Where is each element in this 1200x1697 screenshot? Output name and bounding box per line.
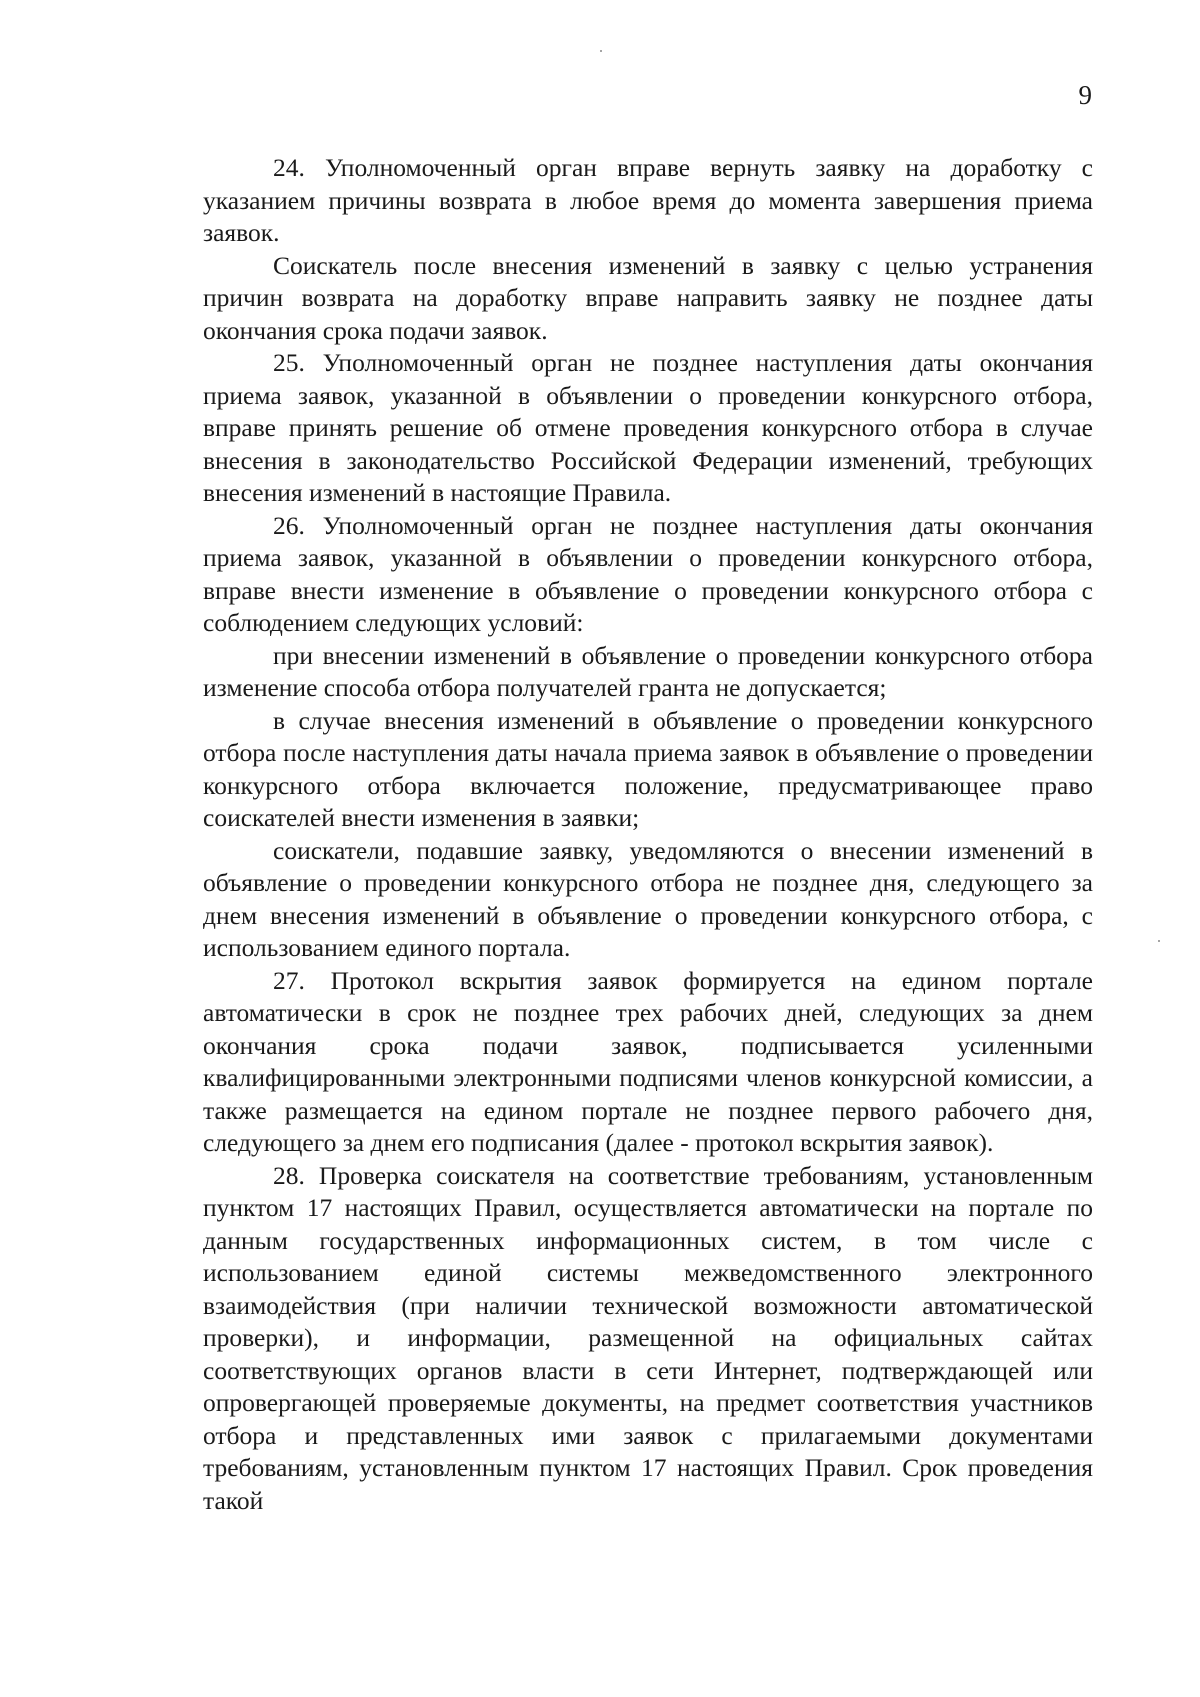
scan-artifact [1158,940,1160,942]
document-body [203,152,1093,1517]
paragraph-24: 24. Уполномоченный орган вправе вернуть заявку на доработку с указанием причины возврата в любое время до момента завершения приема заявок. [203,153,1093,247]
paragraph-26: 26. Уполномоченный орган не позднее наступления даты окончания приема заявок, указанной в объявлении о проведении конкурсного отбора, вправе внести изменение в объявление о проведении конкурсного отбора с соблюдением следующих условий: [203,510,1093,637]
paragraph-25: 25. Уполномоченный орган не позднее наступления даты окончания приема заявок, указанной в объявлении о проведении конкурсного отбора, вправе принять решение об отмене проведения конкурсного отбора в случае внесения в законодательство Российской Федерации изменений, требующих внесения изменений в настоящие Правила. [203,348,1093,507]
page-number: 9 [1078,80,1092,110]
paragraph-26-condition-3: соискатели, подавшие заявку, уведомляются о внесении изменений в объявление о проведении конкурсного отбора не позднее дня, следующего за днем внесения изменений в объявление о проведении конкурсного отбора, с использованием единого портала. [203,835,1093,962]
paragraph-26-condition-1: при внесении изменений в объявление о проведении конкурсного отбора изменение способа отбора получателей гранта не допускается; [203,640,1093,702]
scan-artifact [600,50,602,52]
paragraph-28: 28. Проверка соискателя на соответствие требованиям, установленным пунктом 17 настоящих Правил, осуществляется автоматически на портале по данным государственных информационных систем, в том числе с использованием единой системы межведомственного электронного взаимодействия (при наличии технической возможности автоматической проверки), и информации, размещенной на официальных сайтах соответствующих органов власти в сети Интернет, подтверждающей или опровергающей проверяемые документы, на предмет соответствия участников отбора и представленных ими заявок с прилагаемыми документами требованиям, установленным пунктом 17 настоящих Правил. Срок проведения такой [203,1160,1093,1515]
paragraph-26-condition-2: в случае внесения изменений в объявление о проведении конкурсного отбора после наступления даты начала приема заявок в объявление о проведении конкурсного отбора включается положение, предусматривающее право соискателей внести изменения в заявки; [203,705,1093,832]
paragraph-24-resubmission: Соискатель после внесения изменений в заявку с целью устранения причин возврата на доработку вправе направить заявку не позднее даты окончания срока подачи заявок. [203,250,1093,345]
paragraph-27: 27. Протокол вскрытия заявок формируется на едином портале автоматически в срок не позднее трех рабочих дней, следующих за днем окончания срока подачи заявок, подписывается усиленными квалифицированными электронными подписями членов конкурсной комиссии, а также размещается на едином портале не позднее первого рабочего дня, следующего за днем его подписания (далее - протокол вскрытия заявок). [203,965,1093,1157]
